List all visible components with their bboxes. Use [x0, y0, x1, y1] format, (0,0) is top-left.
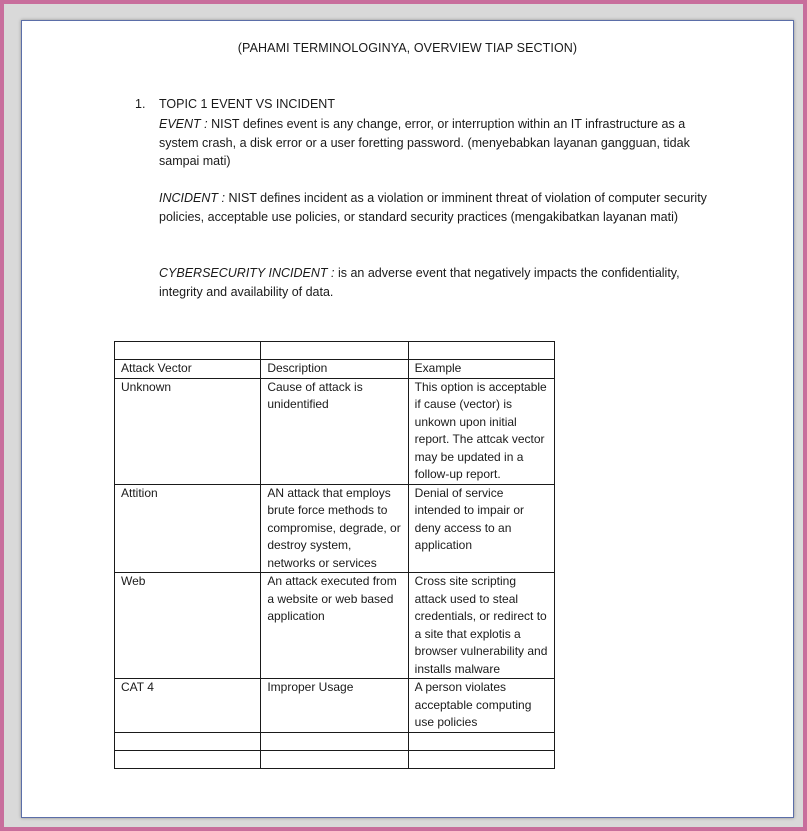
table-cell: Improper Usage — [261, 679, 408, 733]
table-row — [115, 679, 555, 733]
table-cell: Attition — [115, 484, 261, 573]
table-row — [115, 484, 555, 573]
table-cell: A person violates acceptable computing use policies — [408, 679, 554, 733]
table-row — [115, 342, 555, 360]
table-row — [115, 732, 555, 750]
table-cell: This option is acceptable if cause (vector) is unkown upon initial report. The attcak vector may be updated in a follow-up report. — [408, 378, 554, 484]
topic-heading — [135, 97, 335, 111]
definition-text: NIST defines incident as a violation or imminent threat of violation of computer security policies, acceptable use policies, or standard security practices (mengakibatkan layanan mati) — [159, 191, 707, 224]
image-frame — [4, 4, 803, 827]
table-cell: AN attack that employs brute force methods to compromise, degrade, or destroy system, networks or services — [261, 484, 408, 573]
table-cell: Unknown — [115, 378, 261, 484]
topic-title: TOPIC 1 EVENT VS INCIDENT — [159, 97, 335, 111]
table-cell — [408, 732, 554, 750]
table-header-row — [115, 360, 555, 379]
column-header: Example — [408, 360, 554, 379]
table-cell — [115, 342, 261, 360]
table-cell: Web — [115, 573, 261, 679]
header-title: (PAHAMI TERMINOLOGINYA, OVERVIEW TIAP SECTION) — [237, 41, 578, 55]
column-header: Attack Vector — [115, 360, 261, 379]
definition-text: NIST defines event is any change, error, or interruption within an IT infrastructure as a system crash, a disk error or a user foretting password. (menyebabkan layanan gangguan, tidak sampai mati) — [159, 117, 690, 168]
table-cell — [115, 732, 261, 750]
table-cell: Cross site scripting attack used to steal credentials, or redirect to a site that explotis a browser vulnerability and installs malware — [408, 573, 554, 679]
table-row — [115, 378, 555, 484]
attack-vector-table — [114, 341, 555, 769]
incident-definition — [159, 189, 719, 226]
definition-term: CYBERSECURITY INCIDENT : — [159, 266, 335, 280]
definition-term: INCIDENT : — [159, 191, 225, 205]
table-row — [115, 573, 555, 679]
table-cell — [408, 750, 554, 768]
table-cell — [261, 750, 408, 768]
table-cell: Cause of attack is unidentified — [261, 378, 408, 484]
topic-number: 1. — [135, 97, 146, 111]
table-cell — [115, 750, 261, 768]
document-page — [21, 20, 794, 818]
table-cell: CAT 4 — [115, 679, 261, 733]
table-cell — [261, 732, 408, 750]
table-row — [115, 750, 555, 768]
table-cell: Denial of service intended to impair or deny access to an application — [408, 484, 554, 573]
column-header: Description — [261, 360, 408, 379]
table-cell: An attack executed from a website or web based application — [261, 573, 408, 679]
table-cell — [408, 342, 554, 360]
definition-term: EVENT : — [159, 117, 208, 131]
event-definition — [159, 115, 719, 171]
table-cell — [261, 342, 408, 360]
definition-text: is an adverse event that negatively impacts the confidentiality, integrity and availability of data. — [159, 266, 680, 299]
cybersecurity-incident-definition — [159, 264, 719, 301]
